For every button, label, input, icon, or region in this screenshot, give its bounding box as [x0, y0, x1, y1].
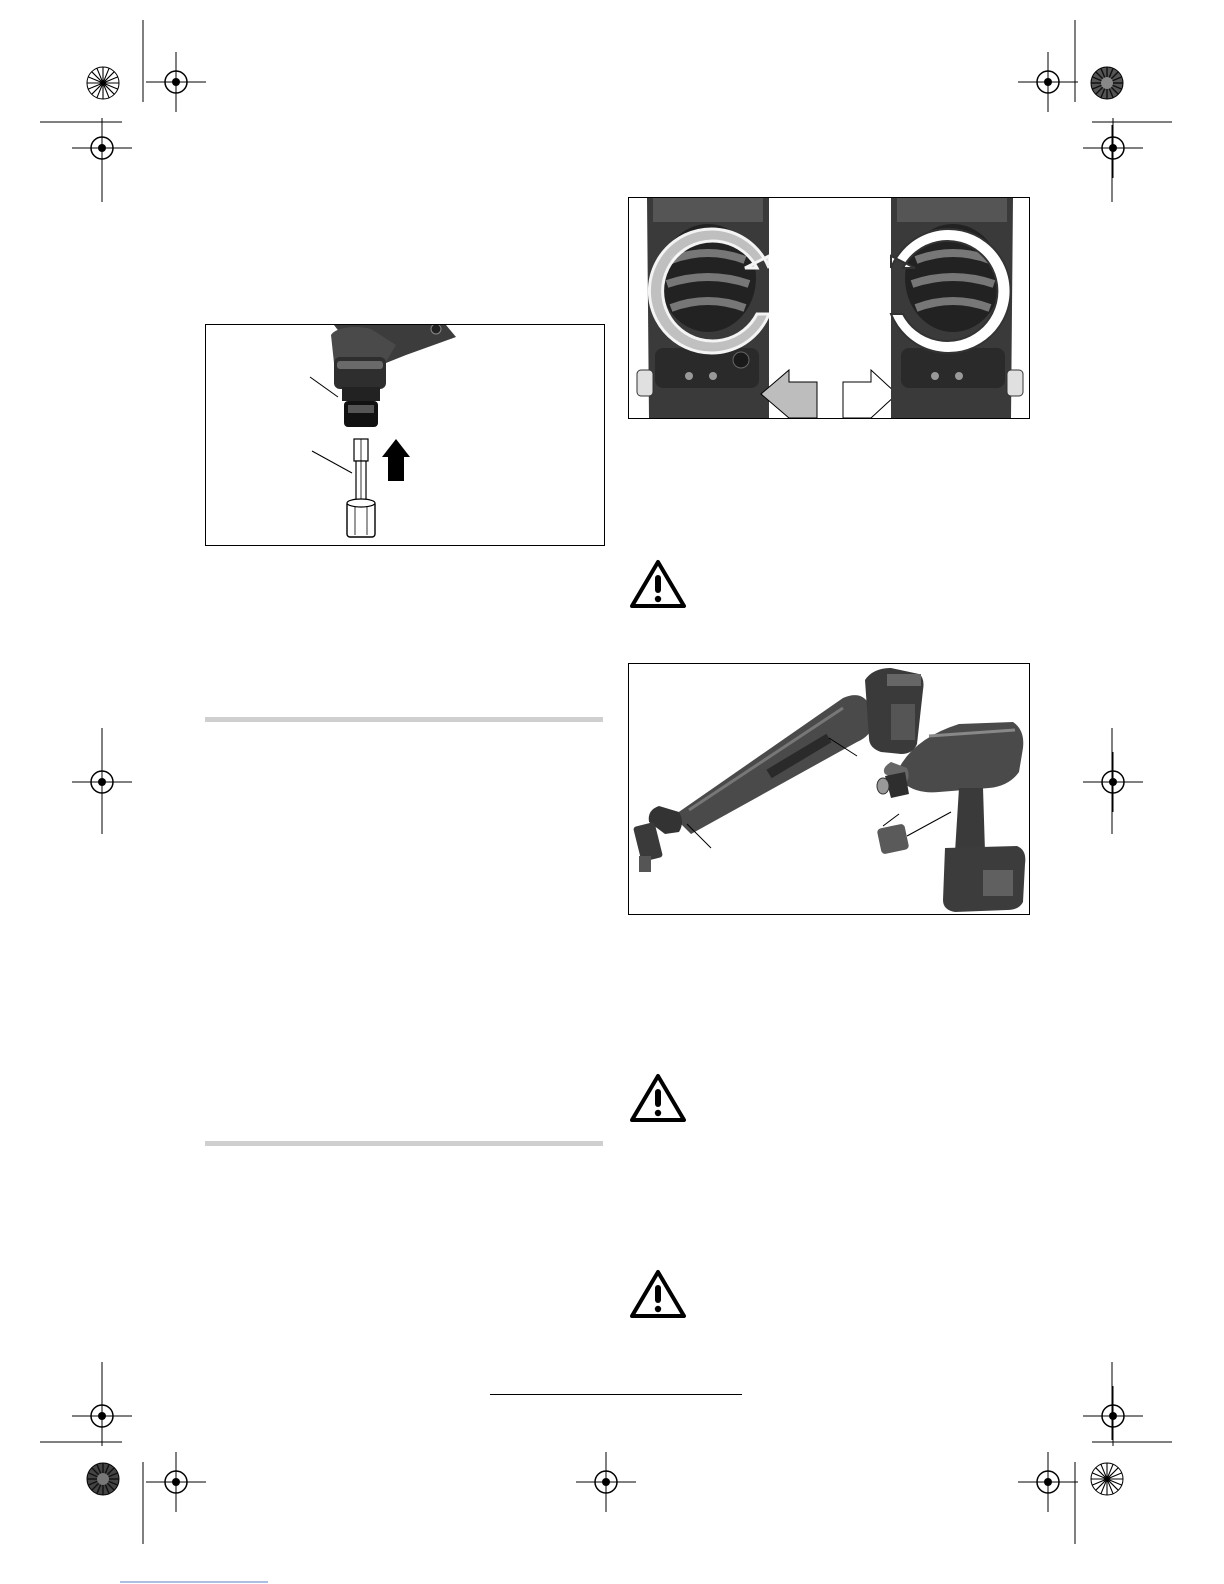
rotation-direction-illustration	[629, 198, 1029, 418]
warning-triangle-icon	[628, 558, 688, 610]
crosshair-circle-icon	[72, 118, 132, 178]
warning-triangle-icon	[628, 1268, 688, 1320]
bit-insertion-illustration	[206, 325, 604, 545]
section-divider-1	[205, 717, 603, 722]
crosshair-circle-icon	[146, 52, 206, 112]
registration-mark-top-left	[146, 52, 206, 112]
figure-rotation-direction	[628, 197, 1030, 419]
registration-mark-upper-left	[72, 118, 132, 178]
crosshair-circle-icon	[1083, 118, 1143, 178]
figure-bit-insertion	[205, 324, 605, 546]
rosette-top-right	[1090, 66, 1124, 100]
figure-tools-overview	[628, 663, 1030, 915]
crosshair-circle-icon	[1083, 752, 1143, 812]
warning-icon-3	[628, 1268, 688, 1320]
radial-rosette-icon	[86, 66, 120, 100]
tools-overview-illustration	[629, 664, 1029, 914]
warning-icon-1	[628, 558, 688, 610]
rosette-top-left	[86, 66, 120, 100]
crosshair-circle-icon	[576, 1452, 636, 1512]
registration-mark-upper-right	[1083, 118, 1143, 178]
radial-rosette-icon	[86, 1462, 120, 1496]
crosshair-circle-icon	[72, 1386, 132, 1446]
registration-mark-lower-left	[72, 1386, 132, 1446]
crosshair-circle-icon	[1083, 1386, 1143, 1446]
warning-icon-2	[628, 1072, 688, 1124]
registration-mark-bottom-center	[576, 1452, 636, 1512]
registration-mark-bottom-right	[1018, 1452, 1078, 1512]
registration-mark-top-right	[1018, 52, 1078, 112]
registration-mark-lower-right	[1083, 1386, 1143, 1446]
crosshair-circle-icon	[146, 1452, 206, 1512]
crosshair-circle-icon	[1018, 52, 1078, 112]
warning-triangle-icon	[628, 1072, 688, 1124]
footer-rule	[490, 1394, 742, 1395]
rosette-bottom-right	[1090, 1462, 1124, 1496]
rosette-bottom-left	[86, 1462, 120, 1496]
registration-mark-mid-left	[72, 752, 132, 812]
radial-rosette-icon	[1090, 66, 1124, 100]
registration-mark-mid-right	[1083, 752, 1143, 812]
right-direction-arrow	[843, 370, 897, 418]
radial-rosette-icon	[1090, 1462, 1124, 1496]
registration-mark-bottom-left	[146, 1452, 206, 1512]
crosshair-circle-icon	[1018, 1452, 1078, 1512]
section-divider-2	[205, 1141, 603, 1146]
left-direction-arrow	[761, 370, 817, 418]
crosshair-circle-icon	[72, 752, 132, 812]
